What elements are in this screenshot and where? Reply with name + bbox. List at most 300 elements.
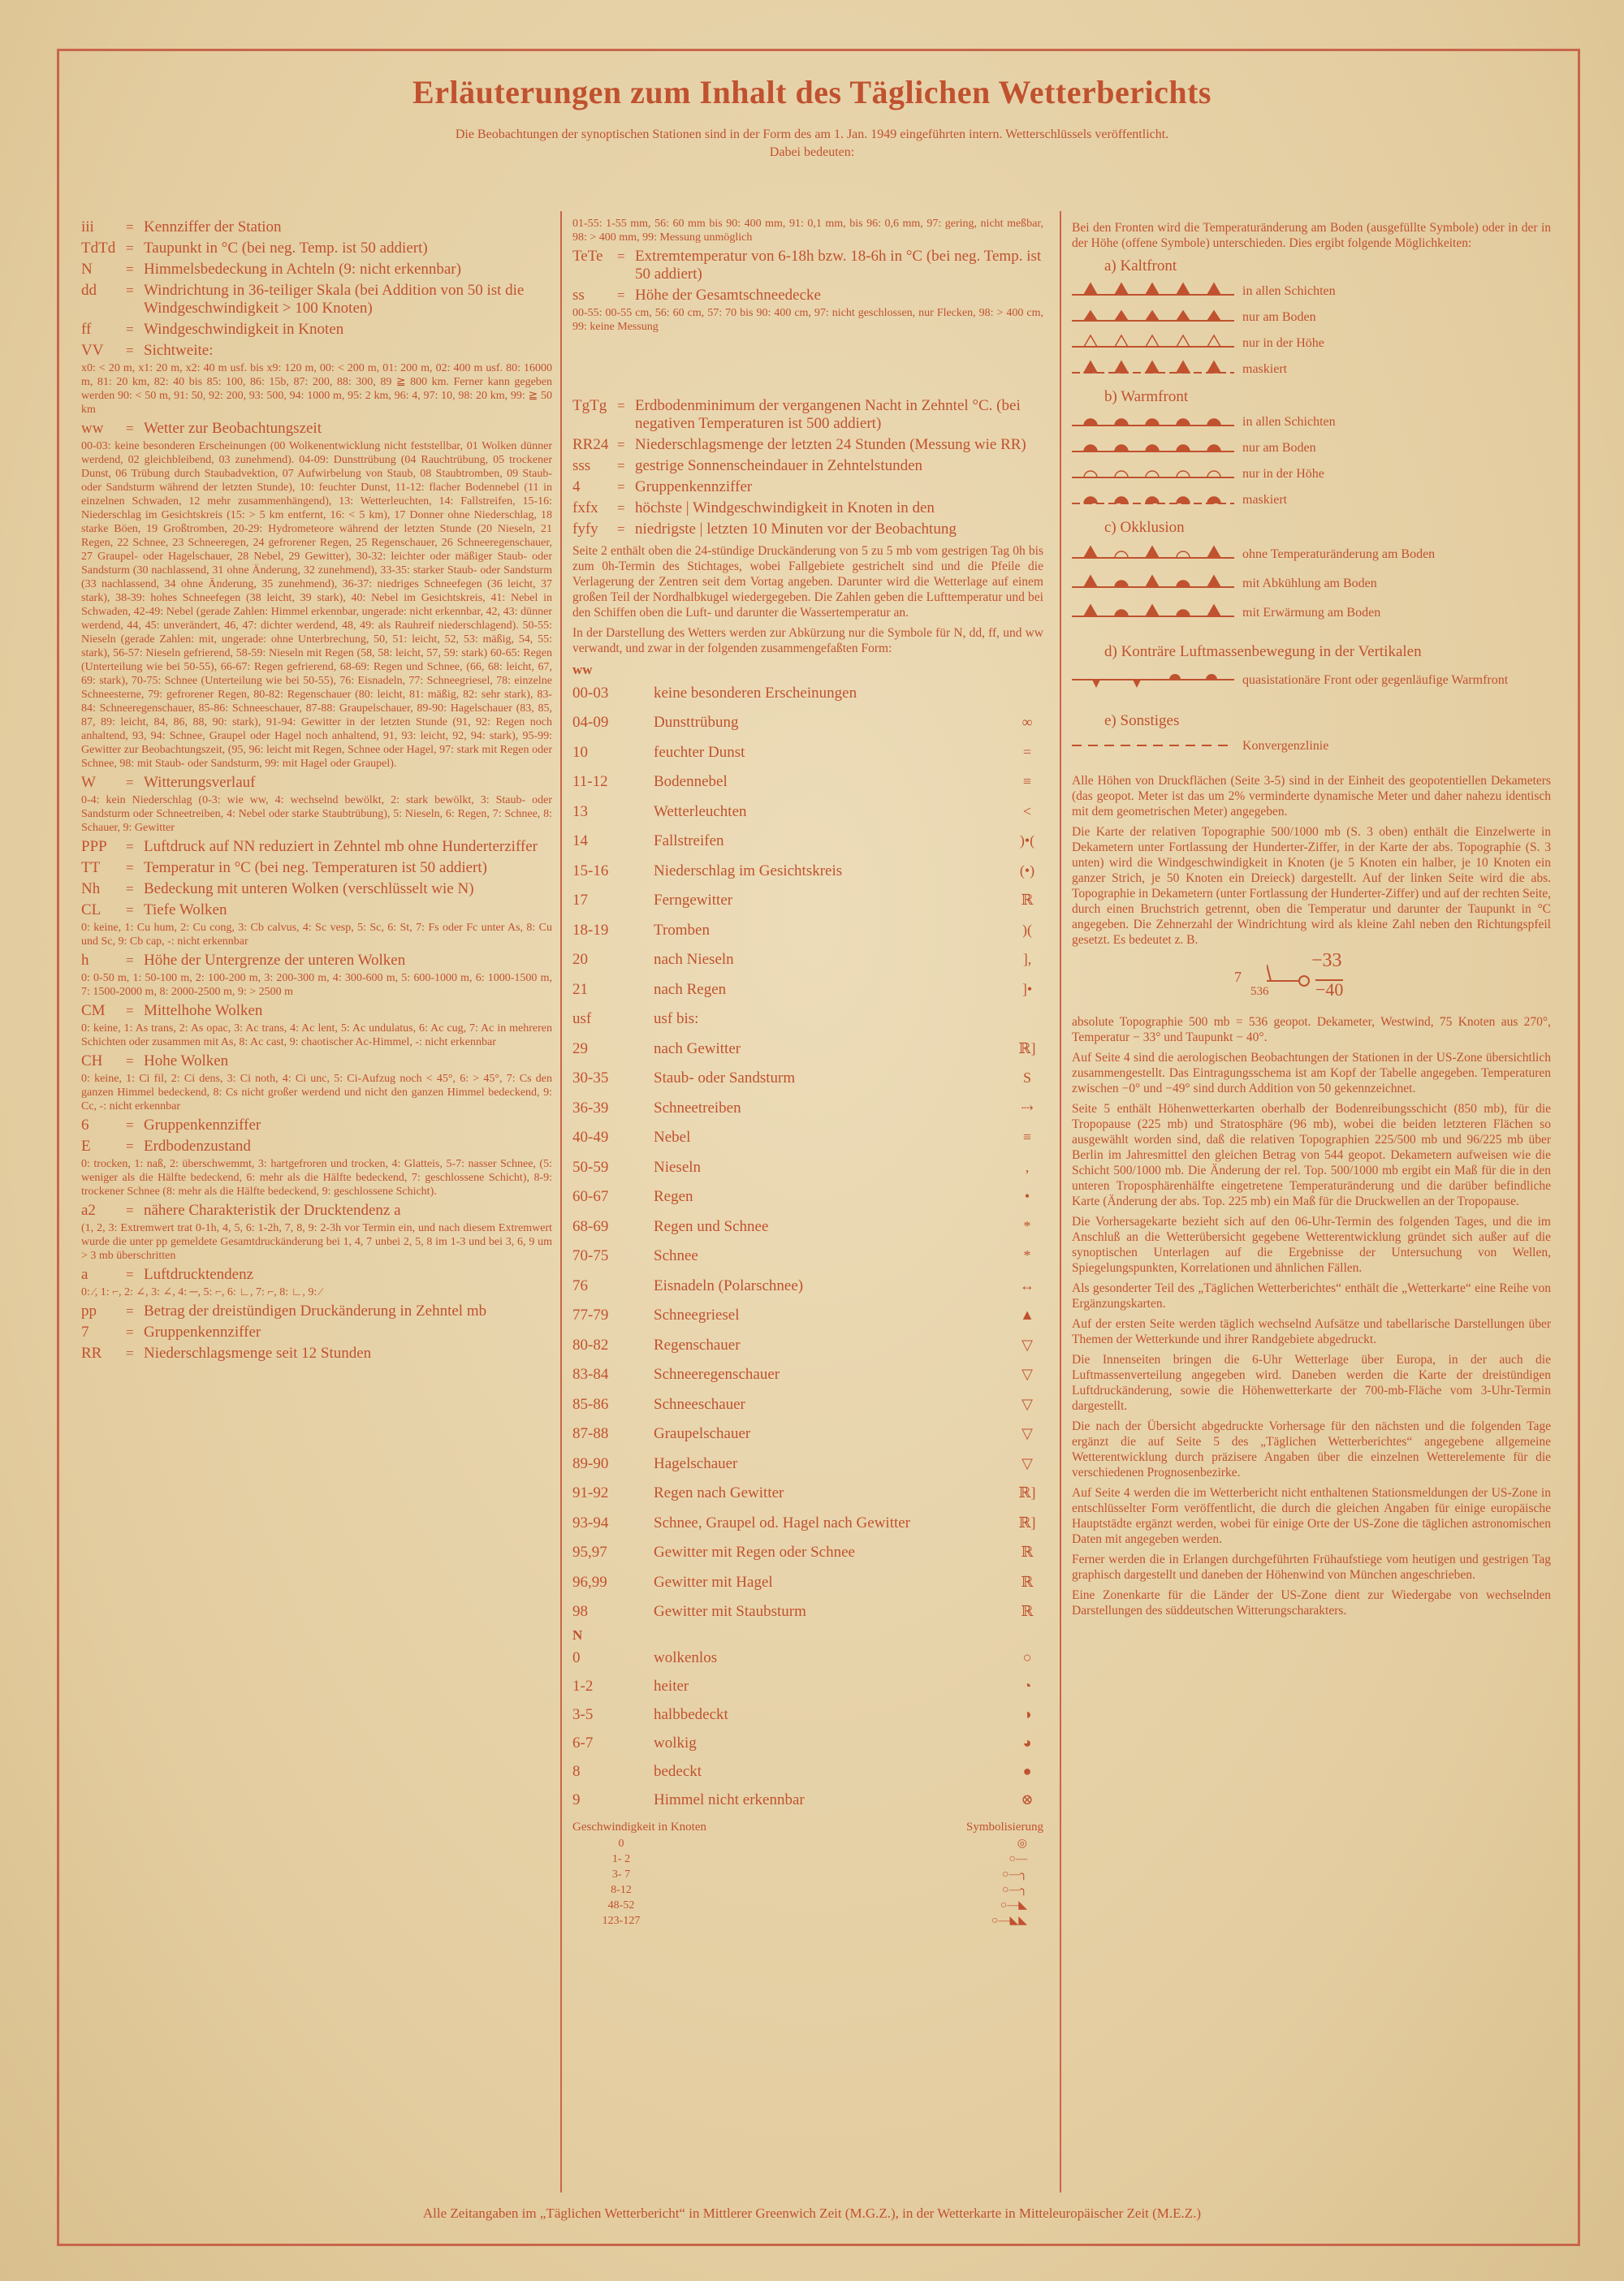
description-cell: Nieseln — [654, 1158, 702, 1176]
wind-speed-cell: 8-12 — [611, 1884, 632, 1896]
table-row — [572, 1672, 1043, 1700]
equals-sign: = — [126, 343, 134, 358]
symbol-cell: ● — [1022, 1763, 1032, 1779]
symbol-cell: ⊗ — [1021, 1791, 1034, 1808]
code-cell: 20 — [572, 951, 588, 969]
ch-text: 0: keine, 1: Ci fil, 2: Ci dens, 3: Ci noth, 4: Ci unc, 5: Ci-Aufzug noch < 45°, 6: > 45°, 7: Cs den ganzen Himmel bedeckend, 8: Cs nicht großer werdend und nicht den ganzen Himmel bedeckend, 9: Cc, -: nicht erkennbar — [81, 1073, 552, 1112]
rr-text: 01-55: 1-55 mm, 56: 60 mm bis 90: 400 mm, 91: 0,1 mm, bis 96: 0,6 mm, 97: gering, nicht meßbar, 98: > 400 mm, 99: Messung unmöglich — [572, 218, 1043, 244]
symbol-cell: ○ — [1022, 1649, 1032, 1665]
definition-symbol: 6 — [81, 1117, 89, 1134]
description-cell: Himmel nicht erkennbar — [654, 1791, 805, 1808]
para-wetterkarte: Als gesonderter Teil des „Täglichen Wetterberichtes“ enthält die „Wetterkarte“ eine Reihe von Ergänzungskarten. — [1072, 1281, 1551, 1311]
description-cell: Schnee — [654, 1247, 698, 1265]
definition-text: Gruppenkennziffer — [635, 478, 753, 495]
code-cell: 76 — [572, 1277, 588, 1294]
fronts-intro: Bei den Fronten wird die Temperaturänderung am Boden (ausgefüllte Symbole) oder in der in der Höhe (offene Symbole) unterschieden. Dies ergibt folgende Möglichkeiten: — [1072, 221, 1551, 250]
symbol-cell: ▽ — [1021, 1336, 1033, 1353]
table-row — [572, 1786, 1043, 1814]
equals-sign: = — [126, 839, 134, 854]
definition-text: Gruppenkennziffer — [144, 1324, 261, 1341]
wind-symbol-icon: ○— — [1009, 1853, 1027, 1865]
definition-text: Kennziffer der Station — [144, 218, 282, 235]
definition-row — [572, 436, 1043, 454]
description-cell: Wetterleuchten — [654, 802, 747, 820]
definition-symbol: RR24 — [572, 436, 609, 453]
description-cell: nach Nieseln — [654, 951, 734, 969]
front-row — [1072, 434, 1551, 460]
code-cell: 89-90 — [572, 1454, 609, 1472]
definition-a: a = Luftdrucktendenz — [81, 1266, 254, 1283]
equals-sign: = — [617, 437, 625, 452]
definition-text: Windgeschwindigkeit in Knoten — [144, 321, 344, 338]
right-column — [1072, 215, 1551, 1623]
code-cell: 15-16 — [572, 862, 609, 879]
definition-row — [81, 342, 552, 360]
para-prognosis: Die nach der Übersicht abgedruckte Vorhersage für den nächsten und die folgenden Tage ergänzt die auf Seite 5 des „Täglichen Wetterberichtes“ angegebene allgemeine Wetterentwicklung durch präzisere Angaben über die einzelnen Wetterelemente für die verschiedenen Prognosenbezirke. — [1072, 1419, 1551, 1480]
definition-row — [572, 499, 1043, 517]
wind-row — [572, 1836, 1043, 1851]
symbol-cell: (•) — [1019, 862, 1035, 879]
equals-sign: = — [617, 479, 625, 495]
wind-row — [572, 1851, 1043, 1867]
cold-front-icon — [1072, 358, 1234, 379]
cold-front-icon — [1072, 332, 1234, 353]
definition-text: gestrige Sonnenscheindauer in Zehntelstunden — [635, 457, 923, 474]
h-text: 0: 0-50 m, 1: 50-100 m, 2: 100-200 m, 3: 200-300 m, 4: 300-600 m, 5: 600-1000 m, 6: 1000-1500 m, 7: 1500-2000 m, 8: 2000-2500 m, 9: > 2500 m — [81, 972, 552, 998]
symbol-cell: ▽ — [1021, 1395, 1033, 1412]
ww-table-head: ww — [572, 662, 593, 677]
description-cell: Schneeschauer — [654, 1395, 745, 1413]
example-dewpoint: −40 — [1315, 979, 1344, 1000]
definition-symbol: dd — [81, 282, 97, 299]
table-row — [572, 1479, 1043, 1509]
code-cell: 70-75 — [572, 1247, 609, 1265]
equals-sign: = — [617, 248, 625, 264]
description-cell: Regen und Schnee — [654, 1217, 769, 1235]
front-row — [1072, 539, 1551, 568]
symbol-cell: ↔ — [1020, 1277, 1034, 1294]
definition-symbol: 7 — [81, 1324, 89, 1341]
cl-text: 0: keine, 1: Cu hum, 2: Cu cong, 3: Cb calvus, 4: Sc vesp, 5: Sc, 6: St, 7: Fs oder Fc unter As, 8: Cu und Sc, 9: Cb cap, -: nicht erkennbar — [81, 922, 552, 948]
occlusion-icon — [1072, 572, 1234, 594]
symbol-cell: S — [1022, 1069, 1031, 1086]
definition-text: höchste | Windgeschwindigkeit in Knoten in den — [635, 499, 935, 516]
table-row — [572, 1301, 1043, 1331]
description-cell: Gewitter mit Hagel — [654, 1573, 773, 1591]
wind-row — [572, 1913, 1043, 1929]
symbol-cell: )( — [1022, 921, 1032, 938]
equals-sign: = — [126, 219, 134, 235]
code-cell: 11-12 — [572, 773, 608, 791]
front-row — [1072, 330, 1551, 356]
symbol-cell: • — [1024, 1188, 1030, 1205]
wind-head-symbol: Symbolisierung — [965, 1821, 1043, 1834]
code-cell: 8 — [572, 1763, 581, 1780]
front-label: ohne Temperaturänderung am Boden — [1242, 546, 1436, 561]
definition-symbol: TgTg — [572, 397, 607, 414]
table-row — [572, 886, 1043, 916]
code-cell: 13 — [572, 802, 588, 820]
front-row — [1072, 356, 1551, 382]
equals-sign: = — [126, 1324, 134, 1340]
definition-row — [572, 478, 1043, 496]
warm-front-icon — [1072, 463, 1234, 484]
symbol-cell: ], — [1022, 951, 1032, 968]
left-column — [81, 215, 552, 1363]
definition-ch: CH = Hohe Wolken — [81, 1052, 229, 1069]
code-cell: 60-67 — [572, 1188, 609, 1206]
definition-text: Gruppenkennziffer — [144, 1117, 261, 1134]
definition-row — [81, 321, 552, 339]
definition-row — [81, 282, 552, 318]
code-cell: 9 — [572, 1791, 581, 1808]
table-row — [572, 1360, 1043, 1390]
definition-text: Luftdruck auf NN reduziert in Zehntel mb ohne Hunderterziffer — [144, 838, 538, 855]
code-cell: 30-35 — [572, 1069, 609, 1087]
para-example: absolute Topographie 500 mb = 536 geopot. Dekameter, Westwind, 75 Knoten aus 270°, Temperatur − 33° und Taupunkt − 40°. — [1072, 1015, 1551, 1044]
front-quasistationary — [1072, 663, 1551, 696]
code-cell: 83-84 — [572, 1366, 609, 1384]
definition-row — [81, 261, 552, 279]
a2-text: (1, 2, 3: Extremwert trat 0-1h, 4, 5, 6: 1-2h, 7, 8, 9: 2-3h vor Termin ein, und nach diesem Extremwert wurde die unter pp gemeldete Gesamtdruckänderung bei 1, 4, 7 unbei 2, 5, 8 im 1-3 und bei 3, 6, 9 um > 3 mb überschritten — [81, 1222, 552, 1262]
seite2-text-b: In der Darstellung des Wetters werden zur Abkürzung nur die Symbole für N, dd, ff, und ww verwandt, und zwar in der folgenden zusammengefaßten Form: — [572, 626, 1043, 655]
symbol-cell: ℝ — [1021, 892, 1034, 909]
equals-sign: = — [617, 500, 625, 516]
front-label: nur am Boden — [1242, 440, 1316, 455]
table-row — [572, 1242, 1043, 1272]
section-e-heading: e) Sonstiges — [1104, 712, 1180, 729]
wind-speed-cell: 3- 7 — [611, 1868, 631, 1881]
table-row — [572, 1212, 1043, 1242]
symbol-cell: ◕ — [1022, 1735, 1032, 1751]
ww-text: 00-03: keine besonderen Erscheinungen (00 Wolkenentwicklung nicht feststellbar, 01 Wolken dünner werdend, 02 gleichbleibend, 03 zunehmend). 04-09: Dunsttrübung (04 Rauchtrübung, 05 trockener Dunst, 06 Trübung durch Staubadvektion, 07 Aufwirbelung von Staub, 08 Staubtromben, 09 Staub- oder Sandsturm während der letzten Stunde), 10: feuchter Dunst, 11-12: flacher Bodennebel (11 in einzelnen Schwaden, 12 mehr zusammenhängend), 13: Wetterleuchten, 14: Fallstreifen, 15-16: Niederschlag im Gesichtskreis (15: > 5 km entfernt, 16: < 5 km), 17 Donner ohne Niederschlag, 18 starke Böen, 19 Großtromben, 20-29: Hydrometeore während der letzten Stunde (20 Nieseln, 21 Regen, 22 Schnee, 23 Schneeregen, 24 gefrorener Regen, 25 Regenschauer, 26 Schneeregenschauer, 27 Graupel- oder Hagelschauer, 28 Nebel, 29 Gewitter), 30-32: leichter oder mäßiger Staub- oder Sandsturm (30 nachlassend, 31 ohne Änderung, 32 zunehmend), 33-35: starker Staub- oder Sandsturm (33 nachlassend, 34 ohne Änderung, 35 zunehmend), 36-37: niedriges Schneefegen (36 leicht, 37 stark), 38-39: hohes Schneefegen (38 leicht, 39 stark), 40: Nebel im Gesichtskreis, 41: Nebel in Schwaden, 42-49: Nebel (gerade Zahlen: Himmel erkennbar, ungerade: nicht erkennbar, 42, 43: dünner werdend, 44, 45: unverändert, 46, 47: dichter werdend, 48, 49: als Rauhreif niederschlagend). 50-55: Nieseln (gerade Zahlen: mit, ungerade: ohne Unterbrechung, 50, 51: leicht, 52, 53: mäßig, 54, 55: stark), 56-57: Nieseln gefrierend, 58-59: Nieseln mit Regen (58, 58: leicht, 57, 59: stark) 60-65: Regen (Unterteilung wie bei 50-55), 66-67: Regen gefrierend, 68-69: Regen und Schnee, (66, 68: leicht, 67, 69: stark), 70-75: Schnee (Unterteilung wie bei 50-55), 76: Eisnadeln, 77: Schneegriesel, 78: einzelne Schneesterne, 79: gefrorener Regen, 80-82: Regenschauer (80: leicht, 81: mäßig, 82: sehr stark), 83-84: Schneeregenschauer, 85-86: Schneeschauer, 87-88: Graupelschauer, 89-90: Hagelschauer (83, 85, 87, 89: leicht, 84, 86, 88, 90: stark), 91-94: Gewitter in der letzten Stunde (91, 92: Regen noch anhaltend, 93, 94: Schnee, Graupel oder Hagel noch anhaltend, 91, 93: leicht, 92, 94: stark), 95-99: Gewitter zur Beobachtungszeit, (95, 96: leicht mit Regen, Schnee oder Hagel, 97: stark mit Regen oder Schnee, 98: mit Staub- oder Sandsturm, 99: mit Hagel oder Graupel). — [81, 440, 552, 770]
symbol-cell: , — [1025, 1158, 1030, 1175]
symbol-cell: ◑ — [1022, 1706, 1032, 1722]
definition-row — [81, 838, 552, 856]
equals-sign: = — [617, 458, 625, 473]
definition-text: Niederschlagsmenge seit 12 Stunden — [144, 1345, 372, 1362]
n-table-head: N — [572, 1627, 583, 1643]
front-label: maskiert — [1242, 361, 1288, 376]
column-divider-right — [1060, 211, 1061, 2192]
seite2-text: Seite 2 enthält oben die 24-stündige Druckänderung von 5 zu 5 mb vom gestrigen Tag 0h bis zum 0h-Termin des Stichtages, wobei Fallgebiete gestrichelt sind und die Pfeile die Verlagerung der Zentren seit dem Vortag angeben. Darunter wird die Wetterlage auf einem großen Teil der Nordhalbkugel wiedergegeben. Die Zahlen geben die Lufttemperatur und bei den Schiffen oben die Luft- und darunter die Wassertemperatur an. — [572, 544, 1043, 620]
symbol-cell: < — [1022, 802, 1032, 819]
table-row — [572, 1182, 1043, 1212]
a-text: 0: ⁄, 1: ⌐, 2: ∠, 3: ∠, 4: ─, 5: ⌐, 6: ∟, 7: ⌐, 8: ∟, 9: ⁄ — [81, 1286, 322, 1298]
front-label: mit Abkühlung am Boden — [1242, 576, 1377, 590]
wind-speed-cell: 48-52 — [607, 1899, 635, 1912]
ww-table — [572, 678, 1043, 1627]
table-row — [572, 1004, 1043, 1035]
equals-sign: = — [126, 240, 134, 256]
definition-text: Erdbodenminimum der vergangenen Nacht in Zehntel °C. (bei negativen Temperaturen ist 500 addiert) — [635, 397, 1021, 432]
definition-symbol: ff — [81, 321, 92, 338]
definition-row — [81, 218, 552, 236]
table-row — [572, 1597, 1043, 1627]
wind-symbol-icon: ○—╮ — [1002, 1868, 1027, 1881]
example-wind-digit: 7 — [1234, 969, 1242, 985]
equals-sign: = — [126, 1117, 134, 1133]
para-topography: Die Karte der relativen Topographie 500/1000 mb (S. 3 oben) enthält die Einzelwerte in Dekametern unter Fortlassung der Hunderter-Ziffer, in der Karte der abs. Topographie (S. 3 unten) wird die Windgeschwindigkeit in Knoten (je 5 Knoten ein halber, je 10 Knoten ein ganzer Strich, je 50 Knoten ein Dreieck) dargestellt. Auf der linken Seite wird die abs. Topographie in Dekametern (unter Fortlassung der Hunderter-Ziffer) und auf der rechten Seite, durch einen Bruchstrich getrennt, oben die Temperatur und darunter der Taupunkt in °C angegeben. Die Zehnerzahl der Windrichtung wird als kleine Zahl neben den Richtungspfeil gesetzt. Es bedeutet z. B. — [1072, 825, 1551, 947]
definition-row — [572, 248, 1043, 283]
description-cell: Gewitter mit Staubsturm — [654, 1603, 806, 1621]
front-label: maskiert — [1242, 492, 1288, 507]
front-label: nur in der Höhe — [1242, 335, 1324, 350]
table-row — [572, 827, 1043, 857]
code-cell: 85-86 — [572, 1395, 609, 1413]
front-label: nur in der Höhe — [1242, 466, 1324, 481]
definition-text: Niederschlagsmenge der letzten 24 Stunden (Messung wie RR) — [635, 436, 1026, 453]
definition-symbol: RR — [81, 1345, 102, 1362]
table-row — [572, 856, 1043, 886]
convergence-line-icon — [1072, 736, 1234, 755]
table-row — [572, 1729, 1043, 1757]
table-row — [572, 1093, 1043, 1123]
warm-front-icon — [1072, 437, 1234, 458]
wind-symbol-icon: ○—◣◣ — [991, 1915, 1027, 1927]
description-cell: Hagelschauer — [654, 1454, 738, 1472]
code-cell: 00-03 — [572, 684, 609, 702]
section-b-heading: b) Warmfront — [1104, 388, 1189, 405]
symbol-cell: ▽ — [1021, 1454, 1033, 1471]
section-d-heading: d) Konträre Luftmassenbewegung in der Vertikalen — [1104, 643, 1422, 660]
definition-text: Taupunkt in °C (bei neg. Temp. ist 50 addiert) — [144, 240, 428, 257]
equals-sign: = — [126, 1346, 134, 1361]
front-row — [1072, 304, 1551, 330]
description-cell: Schneetreiben — [654, 1099, 741, 1117]
equals-sign: = — [126, 1138, 134, 1154]
table-row — [572, 974, 1043, 1004]
table-row — [572, 737, 1043, 767]
definition-row — [572, 397, 1043, 433]
symbol-cell: ≡ — [1022, 773, 1032, 790]
equals-sign: = — [126, 322, 134, 337]
equals-sign: = — [126, 261, 134, 277]
definition-text: Erdbodenzustand — [144, 1138, 251, 1155]
equals-sign: = — [617, 398, 625, 413]
definition-text: niedrigste | letzten 10 Minuten vor der Beobachtung — [635, 521, 957, 538]
page-title: Erläuterungen zum Inhalt des Täglichen Wetterberichts — [412, 74, 1212, 110]
definition-text: Sichtweite: — [144, 342, 214, 359]
definition-symbol: 4 — [572, 478, 581, 495]
code-cell: 1-2 — [572, 1678, 594, 1695]
front-label: in allen Schichten — [1242, 414, 1336, 429]
wind-symbol-icon: ○—◣ — [1000, 1899, 1027, 1912]
description-cell: wolkig — [654, 1735, 697, 1752]
footer-note: Alle Zeitangaben im „Täglichen Wetterbericht“ in Mittlerer Greenwich Zeit (M.G.Z.), in der Wetterkarte in Mitteleuropäischer Zeit (M.E.Z.) — [422, 2205, 1202, 2221]
symbol-cell: ℝ] — [1018, 1514, 1036, 1531]
description-cell: Nebel — [654, 1129, 691, 1147]
symbol-cell: * — [1023, 1217, 1031, 1234]
definition-symbol: E — [81, 1138, 91, 1155]
table-row — [572, 1034, 1043, 1064]
definition-symbol: TeTe — [572, 248, 603, 265]
definition-symbol: iii — [81, 218, 94, 235]
code-cell: 95,97 — [572, 1544, 607, 1562]
definition-row — [81, 1117, 552, 1134]
wind-row — [572, 1867, 1043, 1882]
para-heights: Alle Höhen von Druckflächen (Seite 3-5) sind in der Einheit des geopotentiellen Dekameters (das geopot. Meter ist das um 2% verminderte dynamische Meter und daher nahezu identisch mit dem geometrischen Meter) angegeben. — [1072, 774, 1551, 819]
w-text: 0-4: kein Niederschlag (0-3: wie ww, 4: wechselnd bewölkt, 2: stark bewölkt, 3: Staub- oder Sandsturm oder Schneetreiben, 4: Nebel oder starke Staubtrübung), 5: Nieseln, 6: Regen, 7: Schnee, 8: Schauer, 9: Gewitter — [81, 794, 552, 834]
para-stations: Auf Seite 4 werden die im Wetterbericht nicht enthaltenen Stationsmeldungen der US-Zone in entschlüsselter Form veröffentlicht, die durch die gleichen Angaben für einige europäische Hauptstädte ergänzt werden, wobei für einige Orte der US-Zone die täglichen astronomischen Daten mit angegeben werden. — [1072, 1486, 1551, 1546]
table-row — [572, 945, 1043, 975]
quasistationary-front-icon — [1072, 670, 1234, 689]
code-cell: 14 — [572, 832, 588, 850]
description-cell: nach Regen — [654, 980, 727, 998]
description-cell: bedeckt — [654, 1763, 702, 1780]
symbol-cell: * — [1023, 1247, 1031, 1264]
definition-row — [81, 1138, 552, 1156]
intro-text — [0, 126, 1624, 162]
description-cell: Niederschlag im Gesichtskreis — [654, 862, 843, 879]
definition-symbol: TdTd — [81, 240, 116, 257]
description-cell: usf bis: — [654, 1010, 699, 1028]
table-row — [572, 1064, 1043, 1094]
symbol-cell: ≡ — [1022, 1129, 1032, 1146]
definition-text: Betrag der dreistündigen Druckänderung in Zehntel mb — [144, 1303, 487, 1320]
example-temperature: −33 — [1311, 950, 1342, 971]
symbol-cell: ∞ — [1021, 714, 1033, 731]
code-cell: 50-59 — [572, 1158, 609, 1176]
front-convergence — [1072, 732, 1551, 758]
definition-symbol: fyfy — [572, 521, 598, 538]
section-a-heading: a) Kaltfront — [1104, 257, 1177, 274]
description-cell: feuchter Dunst — [654, 743, 745, 761]
front-row — [1072, 408, 1551, 434]
table-row — [572, 1271, 1043, 1301]
front-label: mit Erwärmung am Boden — [1242, 605, 1381, 620]
description-cell: Fallstreifen — [654, 832, 724, 850]
code-cell: 80-82 — [572, 1336, 609, 1354]
wind-speed-cell: 1- 2 — [611, 1853, 631, 1865]
description-cell: Schnee, Graupel od. Hagel nach Gewitter — [654, 1514, 911, 1531]
code-cell: 96,99 — [572, 1573, 607, 1591]
code-cell: 98 — [572, 1603, 588, 1621]
description-cell: Regen — [654, 1188, 693, 1206]
symbol-cell: ℝ — [1021, 1603, 1034, 1620]
convergence-label: Konvergenzlinie — [1242, 738, 1329, 753]
definition-text: Tiefe Wolken — [144, 901, 227, 918]
definition-a2: a2 = nähere Charakteristik der Drucktendenz a — [81, 1202, 401, 1219]
description-cell: Schneeregenschauer — [654, 1366, 780, 1384]
definition-text: Extremtemperatur von 6-18h bzw. 18-6h in °C (bei neg. Temp. ist 50 addiert) — [635, 248, 1042, 283]
para-seite5: Seite 5 enthält Höhenwetterkarten oberhalb der Bodenreibungsschicht (850 mb), für die Tropopause (225 mb) und Stratosphäre (96 mb), wobei die beiden letzteren Flächen so ausgewählt worden sind, daß die relativen Topographien 225/500 mb und 96/225 mb über Berlin im Jahresmittel den gleichen Betrag von 544 geopot. Dekametern aufweisen wie die Schicht 500/1000 mb. Die Änderung der rel. Top. 500/1000 mb ergibt ein Maß für die in den unteren Troposphärenhälfte eingetretene Temperaturänderung und die darüber befindliche Karte (Änderung der abs. Top. 225 mb) ein Maß für die Druckwellen an der Tropopause. — [1072, 1102, 1551, 1208]
code-cell: 3-5 — [572, 1706, 594, 1723]
definition-ww: ww = Wetter zur Beobachtungszeit — [81, 420, 322, 437]
equals-sign: = — [126, 881, 134, 896]
definition-cm: CM = Mittelhohe Wolken — [81, 1002, 263, 1019]
middle-column — [572, 215, 1043, 1929]
intro-line-2: Dabei bedeuten: — [769, 145, 855, 159]
description-cell: Schneegriesel — [654, 1307, 740, 1324]
definition-symbol: Nh — [81, 880, 101, 897]
equals-sign: = — [126, 1303, 134, 1319]
topography-example — [1072, 950, 1551, 1009]
table-row — [572, 708, 1043, 738]
table-row — [572, 1123, 1043, 1153]
para-zone-map: Eine Zonenkarte für die Länder der US-Zone dient zur Wiedergabe von wechselnden Darstellungen des süddeutschen Witterungscharakters. — [1072, 1588, 1551, 1618]
wind-speed-cell: 0 — [618, 1838, 624, 1850]
para-seite4: Auf Seite 4 sind die aerologischen Beobachtungen der Stationen in der US-Zone übersichtlich zusammengestellt. Das Eintragungsschema ist am Kopf der Tabelle angegeben. Temperaturen zwischen −0° und −49° sind durch Addition von 50 gekennzeichnet. — [1072, 1051, 1551, 1095]
definition-row — [81, 859, 552, 877]
description-cell: wolkenlos — [654, 1649, 718, 1666]
symbol-cell: ℝ] — [1018, 1484, 1036, 1501]
front-row — [1072, 598, 1551, 627]
table-row — [572, 678, 1043, 708]
definition-text: Windrichtung in 36-teiliger Skala (bei Addition von 50 ist die Windgeschwindigkeit > 100 Knoten) — [144, 282, 525, 317]
description-cell: halbbedeckt — [654, 1706, 728, 1723]
front-label: nur am Boden — [1242, 309, 1316, 324]
table-row — [572, 1567, 1043, 1597]
symbol-cell: ℝ] — [1018, 1039, 1036, 1056]
definition-text: Himmelsbedeckung in Achteln (9: nicht erkennbar) — [144, 261, 461, 278]
definition-symbol: ss — [572, 287, 585, 304]
symbol-cell: ▽ — [1021, 1425, 1033, 1442]
wind-table-header — [572, 1819, 1043, 1836]
description-cell: Gewitter mit Regen oder Schnee — [654, 1544, 855, 1562]
ss-text: 00-55: 00-55 cm, 56: 60 cm, 57: 70 bis 90: 400 cm, 97: nicht geschlossen, nur Flecken, 98: > 400 cm, 99: keine Messung — [572, 307, 1043, 333]
definition-symbol: VV — [81, 342, 104, 359]
description-cell: Ferngewitter — [654, 892, 733, 909]
symbol-cell: = — [1022, 743, 1032, 760]
front-row — [1072, 460, 1551, 486]
definition-text: Temperatur in °C (bei neg. Temperaturen ist 50 addiert) — [144, 859, 487, 876]
table-row — [572, 1330, 1043, 1360]
definition-w: W = Witterungsverlauf — [81, 774, 256, 791]
description-cell: heiter — [654, 1678, 689, 1695]
description-cell: keine besonderen Erscheinungen — [654, 684, 857, 702]
quasistationary-label: quasistationäre Front oder gegenläufige Warmfront — [1242, 672, 1509, 687]
equals-sign: = — [126, 860, 134, 875]
intro-line-1: Die Beobachtungen der synoptischen Stationen sind in der Form des am 1. Jan. 1949 eingeführten intern. Wetterschlüssels veröffentlicht. — [455, 127, 1169, 141]
description-cell: Dunsttrübung — [654, 714, 739, 732]
definition-row — [81, 1303, 552, 1320]
code-cell: 18-19 — [572, 921, 609, 939]
front-row — [1072, 486, 1551, 512]
para-forecast: Die Vorhersagekarte bezieht sich auf den 06-Uhr-Termin des folgenden Tages, und die im Anschluß an die Wetterübersicht gegebene Wetterentwicklung gründet sich außer auf die synoptischen Unterlagen auf die Ergebnisse der Untersuchung von Wellen, Spiegelungspunkten, Korrelationen und ähnlichen Fällen. — [1072, 1215, 1551, 1275]
definition-row — [572, 457, 1043, 475]
definition-symbol: TT — [81, 859, 101, 876]
equals-sign: = — [617, 287, 625, 303]
n-table — [572, 1644, 1043, 1814]
description-cell: Tromben — [654, 921, 710, 939]
table-row — [572, 1644, 1043, 1672]
definition-h: h = Höhe der Untergrenze der unteren Wolken — [81, 952, 406, 969]
warm-front-icon — [1072, 489, 1234, 510]
table-row — [572, 1508, 1043, 1538]
code-cell: 87-88 — [572, 1425, 609, 1443]
wind-symbol-icon: ○—╮ — [1002, 1884, 1027, 1896]
table-row — [572, 1152, 1043, 1182]
wind-table — [572, 1836, 1043, 1929]
code-cell: 0 — [572, 1649, 581, 1666]
description-cell: Regenschauer — [654, 1336, 741, 1354]
code-cell: 17 — [572, 892, 588, 909]
warm-front-icon — [1072, 411, 1234, 432]
code-cell: 91-92 — [572, 1484, 609, 1502]
e-text: 0: trocken, 1: naß, 2: überschwemmt, 3: hartgefroren und trocken, 4: Glatteis, 5-7: nasser Schnee, (5: weniger als die Hälfte bedeckend, 6: mehr als die Hälfte bedeckend, 7: geschlossene Schicht), 8-9: trockener Schnee (8: mehr als die Hälfte bedeckend, 9: geschlossene Schicht). — [81, 1158, 552, 1198]
symbol-cell: ▽ — [1021, 1366, 1033, 1383]
front-row — [1072, 278, 1551, 304]
table-row — [572, 767, 1043, 797]
equals-sign: = — [126, 902, 134, 918]
definition-row — [572, 287, 1043, 305]
code-cell: 29 — [572, 1039, 588, 1057]
wind-head-speed: Geschwindigkeit in Knoten — [572, 1821, 706, 1834]
description-cell: Staub- oder Sandsturm — [654, 1069, 796, 1087]
code-cell: 77-79 — [572, 1307, 609, 1324]
definition-symbol: fxfx — [572, 499, 598, 516]
